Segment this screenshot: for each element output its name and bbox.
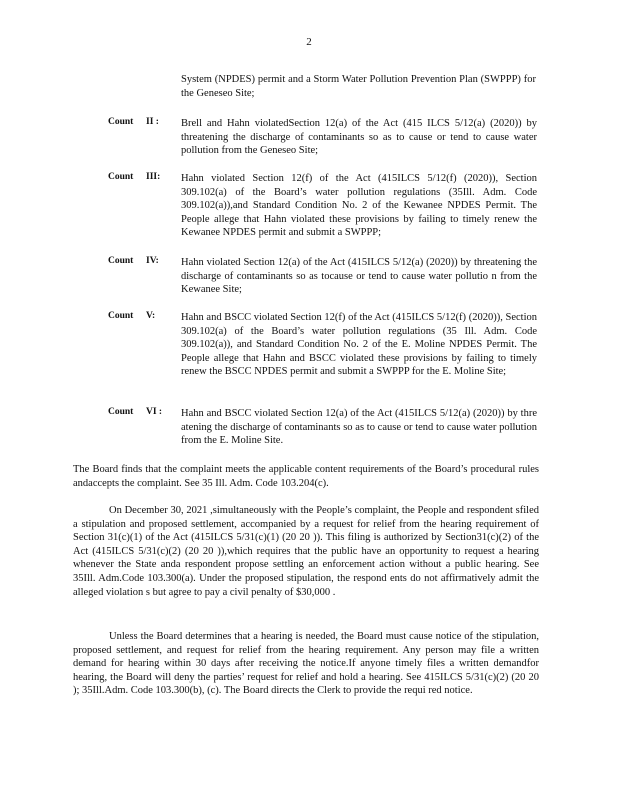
count-number: II : xyxy=(146,117,159,127)
count-label: Count xyxy=(108,117,134,127)
count-text: Hahn violated Section 12(f) of the Act (415ILCS 5/12(f) (2020)), Section 309.102(a) of the Board’s water pollution regulations (35Ill. Adm. Code 309.102(a)),and Standard Condition No. 2 of the Kewanee NPDES Permit. The People allege that Hahn violated these provisions by failing to timely renew the Kewanee NPDES permit and submit a SWPPP; xyxy=(181,173,537,239)
count-number: VI : xyxy=(146,407,163,417)
count-number: V: xyxy=(146,311,156,321)
count-label: Count xyxy=(108,172,134,182)
page-number: 2 xyxy=(306,36,312,48)
count-number: III: xyxy=(146,172,161,182)
stipulation-paragraph: On December 30, 2021 ,simultaneously with the People’s complaint, the People and respondent sfiled a stipulation and proposed settlement, accompanied by a request for relief from the hearing requirement of Section 31(c)(1) of the Act (415ILCS 5/31(c)(1) (20 20 )). This filing is authorized by Section31(c)(2) of the Act (415ILCS 5/31(c)(2) (20 20 )),which requires that the public have an opportunity to request a hearing whenever the State anda respondent propose settling an enforcement action without a public hearing. See 35Ill. Adm.Code 103.300(a). Under the proposed stipulation, the respond ents do not affirmatively admit the alleged violation s but agree to pay a civil penalty of $30,000 . xyxy=(73,505,539,598)
count-number: IV: xyxy=(146,256,159,266)
count-text: Brell and Hahn violatedSection 12(a) of the Act (415 ILCS 5/12(a) (2020)) by threatening the discharge of contaminants so as to cause or tend to cause water pollution from the Geneseo Site; xyxy=(181,118,537,157)
count-text: Hahn and BSCC violated Section 12(a) of the Act (415ILCS 5/12(a) (2020)) by thre atening the discharge of contaminants so as to cause or tend to cause water pollution from the E. Moline Site. xyxy=(181,408,537,447)
count-text: Hahn violated Section 12(a) of the Act (415ILCS 5/12(a) (2020)) by threatening the discharge of contaminants so as tocause or tend to cause water pollutio n from the Kewanee Site; xyxy=(181,257,537,296)
count-text: Hahn and BSCC violated Section 12(f) of the Act (415ILCS 5/12(f) (2020)), Section 309.102(a) of the Board’s water pollution regulations (35 Ill. Adm. Code 309.102(a)), and Standard Condition No. 2 of the E. Moline NPDES Permit. The People allege that Hahn and BSCC violated these provisions by failing to timely renew the BSCC NPDES permit and submit a SWPPP for the E. Moline Site; xyxy=(181,312,537,378)
count-label: Count xyxy=(108,256,134,266)
count-i-continuation: System (NPDES) permit and a Storm Water Pollution Prevention Plan (SWPPP) for the Geneseo Site; xyxy=(181,74,536,99)
notice-paragraph: Unless the Board determines that a hearing is needed, the Board must cause notice of the stipulation, proposed settlement, and request for relief from the hearing requirement. Any person may file a written demand for hearing within 30 days after receiving the notice.If anyone timely files a written demandfor hearing, the Board will deny the parties’ request for relief and hold a hearing. See 415ILCS 5/31(c)(2) (20 20 ); 35Ill.Adm. Code 103.300(b), (c). The Board directs the Clerk to provide the requi red notice. xyxy=(73,631,539,697)
count-label: Count xyxy=(108,407,134,417)
count-label: Count xyxy=(108,311,134,321)
findings-paragraph: The Board finds that the complaint meets the applicable content requirements of the Board’s procedural rules andaccepts the complaint. See 35 Ill. Adm. Code 103.204(c). xyxy=(73,464,539,489)
